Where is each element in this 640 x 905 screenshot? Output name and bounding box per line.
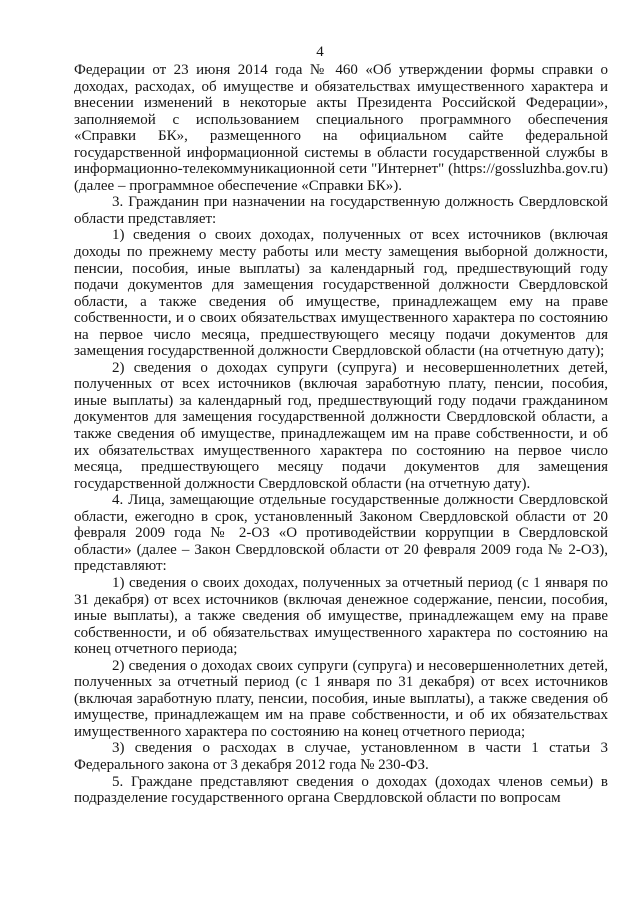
paragraph-item-5: 5. Граждане представляют сведения о доходах (доходах членов семьи) в подразделение государственного органа Свердловской области по вопросам — [74, 773, 608, 807]
document-body — [74, 62, 608, 807]
paragraph-item-3-2: 2) сведения о доходах супруги (супруга) и несовершеннолетних детей, полученных от всех источников (включая заработную плату, пенсии, пособия, иные выплаты) за календарный год, предшествующий году подачи гражданином документов для замещения государственной должности Свердловской области, а также сведения об имуществе, принадлежащем им на праве собственности, и об их обязательствах имущественного характера по состоянию на первое число месяца, предшествующего месяцу подачи документов для замещения государственной должности Свердловской области (на отчетную дату). — [74, 359, 608, 492]
page-number: 4 — [316, 44, 324, 60]
paragraph-item-3-1: 1) сведения о своих доходах, полученных от всех источников (включая доходы по прежнему месту работы или месту замещения выборной должности, пенсии, пособия, иные выплаты) за календарный год, предшествующий году подачи документов для замещения государственной должности Свердловской области, а также сведения об имуществе, принадлежащем ему на праве собственности, и о своих обязательствах имущественного характера по состоянию на первое число месяца, предшествующего месяцу подачи документов для замещения государственной должности Свердловской области (на отчетную дату); — [74, 227, 608, 360]
paragraph-item-4-2: 2) сведения о доходах своих супруги (супруга) и несовершеннолетних детей, полученных за отчетный период (с 1 января по 31 декабря) от всех источников (включая заработную плату, пенсии, пособия, иные выплаты), а также сведения об имуществе, принадлежащем им на праве собственности, и об их обязательствах имущественного характера по состоянию на конец отчетного периода; — [74, 657, 608, 740]
paragraph-item-4-3: 3) сведения о расходах в случае, установленном в части 1 статьи 3 Федерального закона от 3 декабря 2012 года № 230-ФЗ. — [74, 740, 608, 773]
paragraph-item-4-1: 1) сведения о своих доходах, полученных за отчетный период (с 1 января по 31 декабря) от всех источников (включая денежное содержание, пенсии, пособия, иные выплаты), а также сведения об имуществе, принадлежащем ему на праве собственности, и об обязательствах имущественного характера по состоянию на конец отчетного периода; — [74, 574, 608, 658]
paragraph-item-4: 4. Лица, замещающие отдельные государственные должности Свердловской области, ежегодно в срок, установленный Законом Свердловской области от 20 февраля 2009 года № 2-ОЗ «О противодействии коррупции в Свердловской области» (далее – Закон Свердловской области от 20 февраля 2009 года № 2-ОЗ), представляют: — [74, 492, 608, 575]
paragraph-item-3: 3. Гражданин при назначении на государственную должность Свердловской области представляет: — [74, 194, 608, 227]
paragraph-continuation: Федерации от 23 июня 2014 года № 460 «Об утверждении формы справки о доходах, расходах, об имуществе и обязательствах имущественного характера и внесении изменений в некоторые акты Президента Российской Федерации», заполняемой с использованием специального программного обеспечения «Справки БК», размещенного на официальном сайте федеральной государственной информационной системы в области государственной службы в информационно-телекоммуникационной сети "Интернет" (https://gossluzhba.gov.ru) (далее – программное обеспечение «Справки БК»). — [74, 62, 608, 194]
